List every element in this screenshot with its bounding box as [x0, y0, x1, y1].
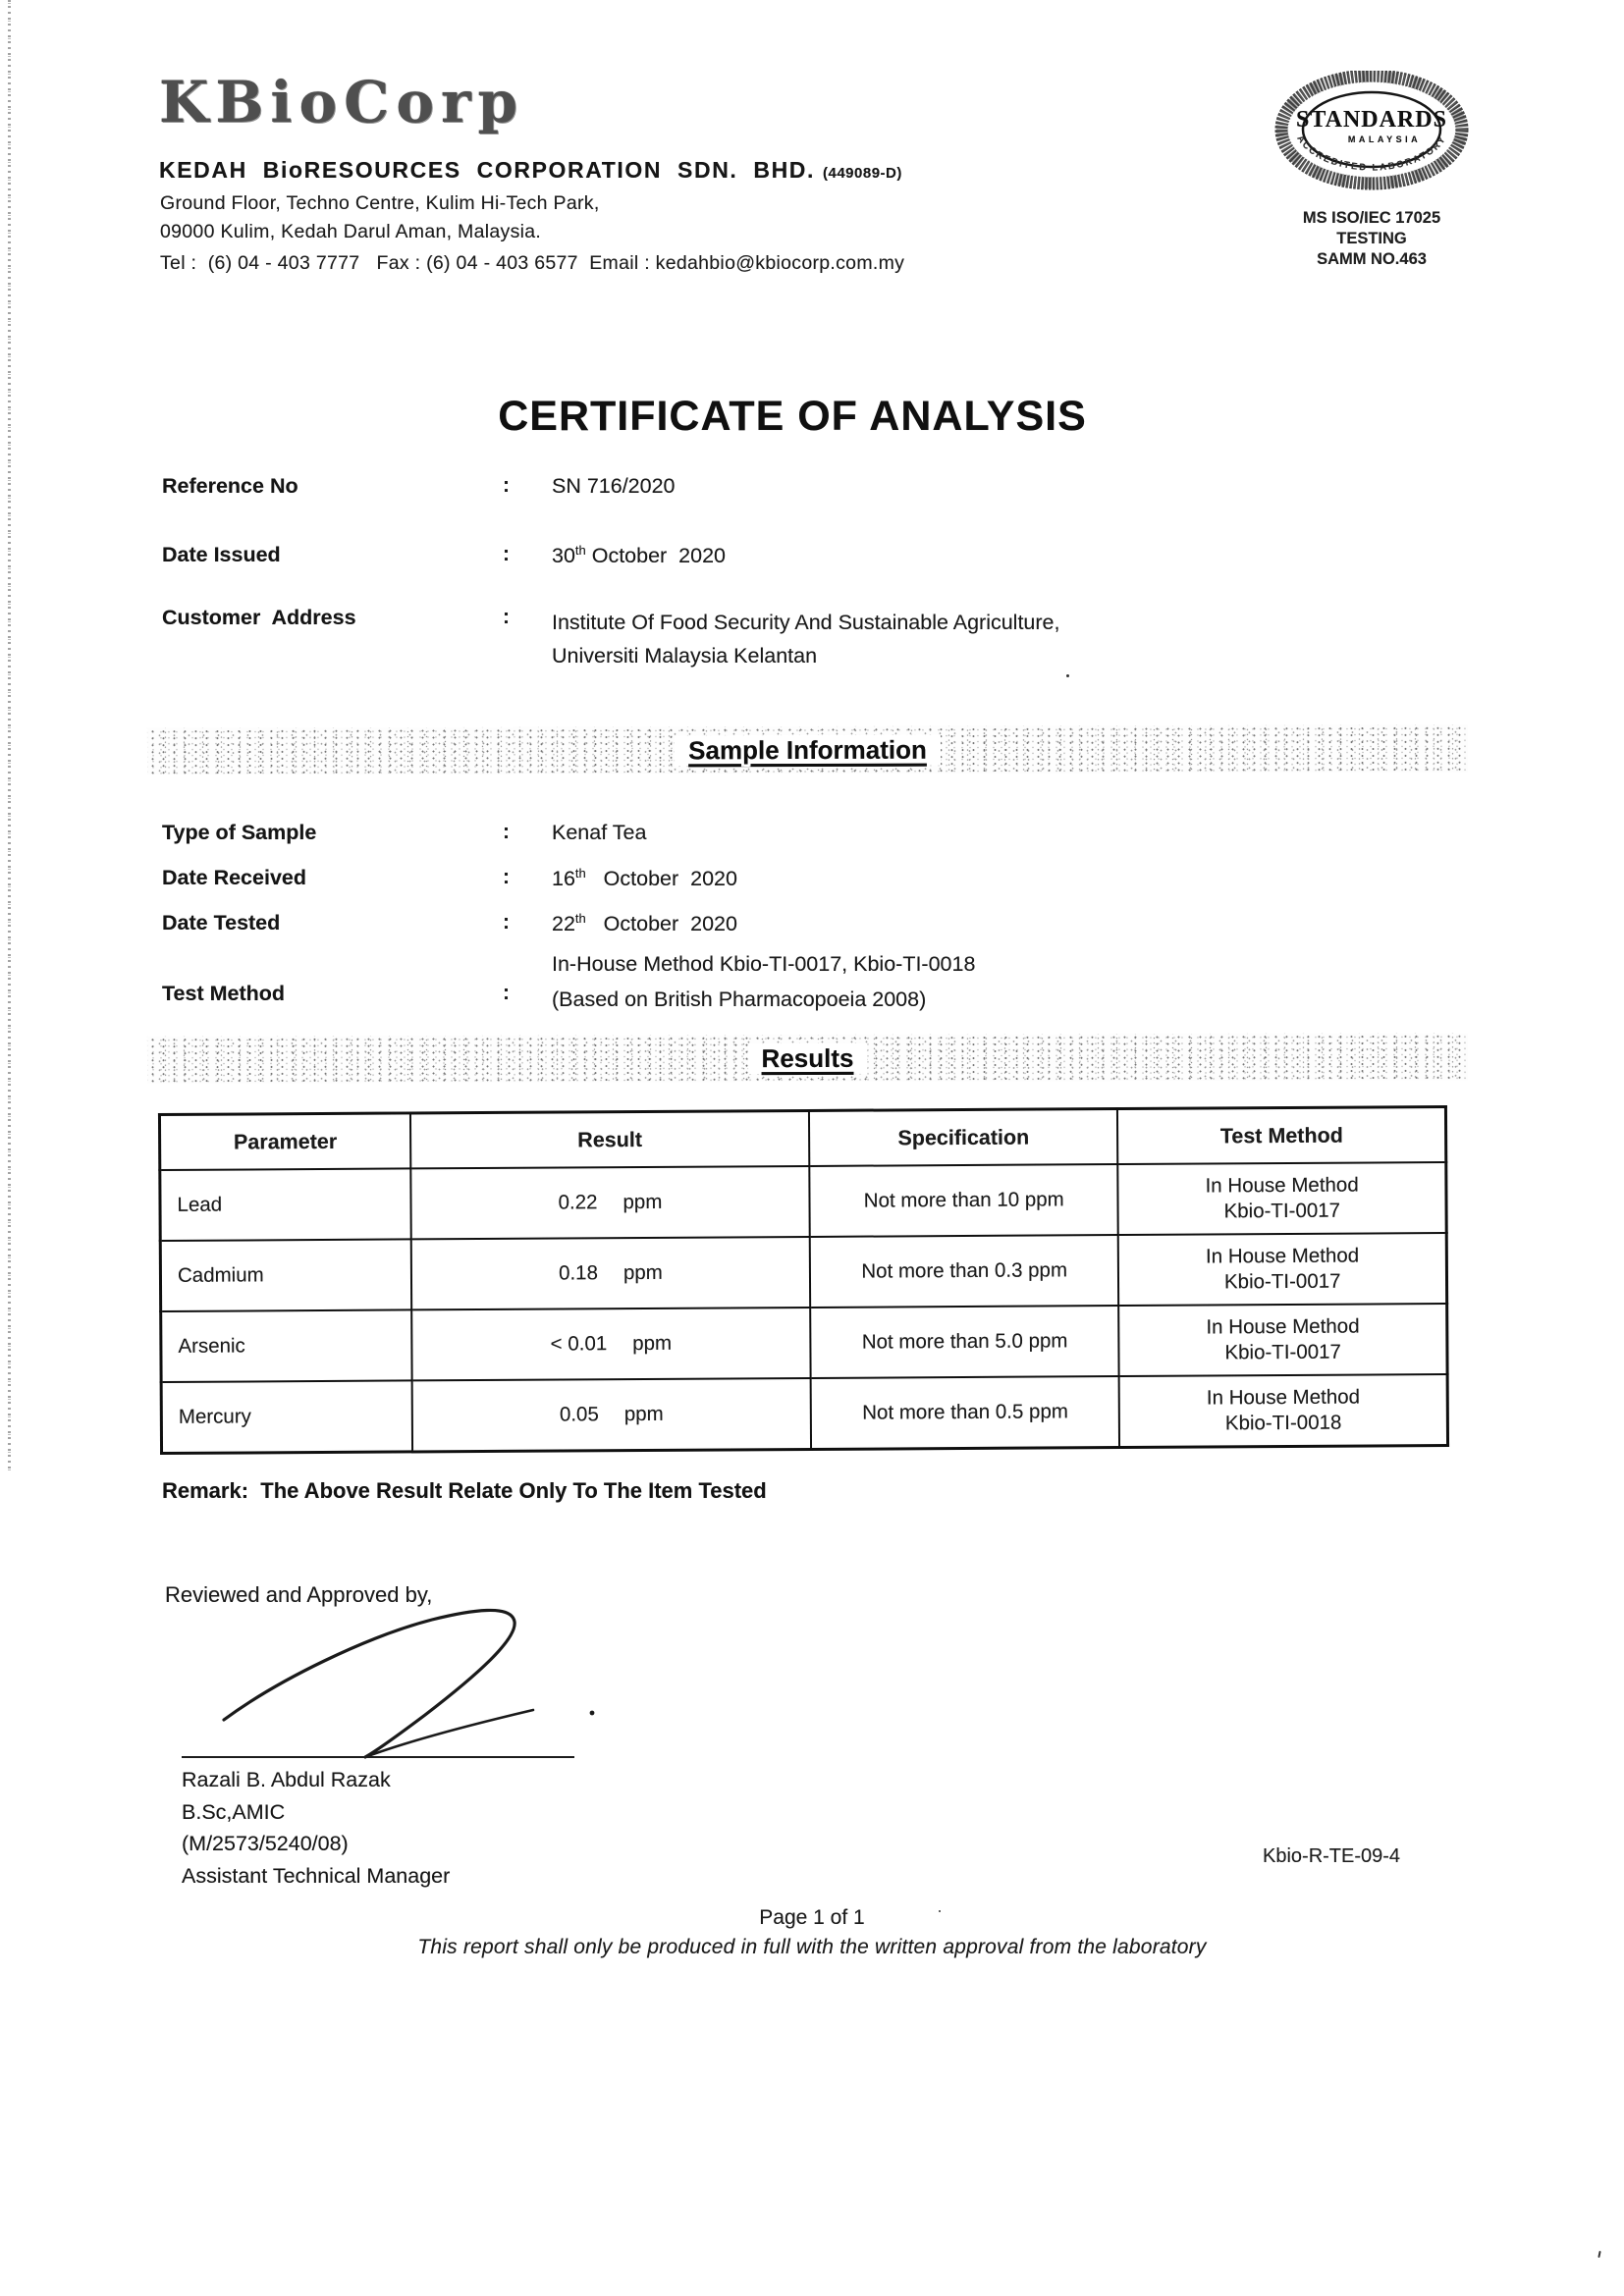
parameter-cell: Mercury: [161, 1380, 412, 1453]
test-method-line1: In-House Method Kbio-TI-0017, Kbio-TI-0018: [552, 952, 976, 976]
column-header-specification: Specification: [809, 1109, 1118, 1166]
seal-malaysia-text: MALAYSIA: [1347, 134, 1422, 144]
signature: [172, 1582, 604, 1769]
scan-edge-artifact: [8, 0, 11, 1472]
method-line1: In House Method: [1205, 1173, 1359, 1198]
customer-address-colon: :: [503, 606, 510, 628]
signatory-name: Razali B. Abdul Razak: [182, 1768, 391, 1791]
test-method-label: Test Method: [162, 982, 286, 1005]
company-name-text: KEDAH BioRESOURCES CORPORATION SDN. BHD.: [159, 157, 823, 183]
signatory-membership: (M/2573/5240/08): [182, 1832, 349, 1855]
specification-cell: Not more than 5.0 ppm: [810, 1306, 1119, 1378]
result-unit: ppm: [623, 1260, 663, 1285]
date-received-colon: :: [503, 866, 510, 888]
results-banner: [147, 1033, 1468, 1084]
customer-address-label: Customer Address: [162, 606, 356, 629]
customer-address-line2: Universiti Malaysia Kelantan: [552, 644, 818, 667]
column-header-test-method: Test Method: [1117, 1107, 1445, 1165]
result-value: < 0.01: [550, 1332, 608, 1356]
date-received-day: 16: [552, 867, 575, 891]
test-method-cell: [1118, 1162, 1447, 1235]
specification-cell: Not more than 0.5 ppm: [811, 1376, 1120, 1449]
date-issued-ordinal: th: [574, 543, 586, 558]
result-value: 0.05: [559, 1403, 599, 1426]
customer-address-line1: Institute Of Food Security And Sustainable Agriculture,: [552, 611, 1060, 634]
date-received-month-year: October 2020: [585, 867, 737, 891]
table-row: [160, 1162, 1446, 1241]
date-issued-month-year: October 2020: [585, 544, 726, 568]
method-line1: In House Method: [1206, 1314, 1360, 1339]
result-unit: ppm: [632, 1331, 673, 1356]
reference-no-label: Reference No: [162, 474, 298, 498]
method-line2: Kbio-TI-0018: [1224, 1411, 1342, 1435]
column-header-parameter: Parameter: [159, 1113, 410, 1170]
result-unit: ppm: [623, 1402, 664, 1426]
results-heading: Results: [747, 1042, 867, 1073]
company-name: [159, 157, 902, 184]
result-value: 0.18: [558, 1261, 599, 1285]
date-issued-value: [552, 543, 726, 568]
seal-caption-iso: MS ISO/IEC 17025: [1302, 209, 1441, 227]
date-tested-colon: :: [503, 911, 510, 934]
date-issued-day: 30: [552, 544, 575, 568]
result-cell: [411, 1308, 811, 1380]
report-disclaimer: This report shall only be produced in full with the written approval from the laboratory: [417, 1936, 1207, 1958]
parameter-cell: Arsenic: [161, 1309, 412, 1382]
sample-information-banner: [147, 724, 1468, 775]
seal-standards-text: STANDARDS: [1296, 107, 1447, 133]
specification-cell: Not more than 10 ppm: [809, 1164, 1118, 1237]
results-table: [158, 1105, 1449, 1455]
signatory-position: Assistant Technical Manager: [182, 1863, 451, 1888]
method-line2: Kbio-TI-0017: [1223, 1199, 1341, 1223]
type-of-sample-colon: :: [503, 821, 510, 843]
customer-address-value: [552, 606, 1059, 672]
date-tested-day: 22: [552, 912, 575, 936]
specification-cell: Not more than 0.3 ppm: [810, 1235, 1119, 1308]
test-method-value: [552, 946, 975, 1017]
result-cell: [410, 1166, 810, 1239]
date-tested-month-year: October 2020: [585, 912, 737, 936]
standards-malaysia-seal-icon: [1273, 71, 1470, 193]
method-line1: In House Method: [1206, 1385, 1361, 1410]
seal-caption-samm: SAMM NO.463: [1317, 250, 1427, 268]
result-cell: [412, 1378, 812, 1452]
company-contact-line: Tel : (6) 04 - 403 7777 Fax : (6) 04 - 403 6577 Email : kedahbio@kbiocorp.com.my: [160, 252, 905, 274]
results-table-header-row: [159, 1107, 1445, 1171]
company-address-line2: 09000 Kulim, Kedah Darul Aman, Malaysia.: [160, 221, 542, 242]
scan-speck: [1597, 2251, 1600, 2258]
accreditation-seal: [1273, 71, 1470, 270]
document-code: Kbio-R-TE-09-4: [1263, 1845, 1401, 1867]
page-number: Page 1 of 1: [759, 1906, 865, 1929]
table-row: [161, 1374, 1447, 1454]
test-method-cell: [1119, 1374, 1448, 1448]
date-tested-label: Date Tested: [162, 911, 281, 934]
date-received-label: Date Received: [162, 866, 306, 889]
test-method-cell: [1119, 1304, 1448, 1376]
date-received-ordinal: th: [574, 866, 586, 881]
date-received-value: [552, 866, 737, 891]
date-issued-colon: :: [503, 543, 510, 565]
signatory-details: [182, 1764, 450, 1892]
method-line2: Kbio-TI-0017: [1223, 1269, 1341, 1294]
company-address-line1: Ground Floor, Techno Centre, Kulim Hi-Tech Park,: [160, 192, 600, 214]
table-row: [161, 1304, 1447, 1382]
type-of-sample-label: Type of Sample: [162, 821, 317, 844]
scan-speck: [1066, 674, 1069, 677]
company-registration-number: (449089-D): [823, 165, 902, 182]
result-unit: ppm: [623, 1190, 663, 1214]
test-method-line2: (Based on British Pharmacopoeia 2008): [552, 988, 927, 1011]
seal-arc-text: ACCREDITED LABORATORY: [1294, 133, 1449, 174]
sample-information-heading: Sample Information: [675, 734, 941, 766]
signature-line: [182, 1756, 574, 1758]
reference-no-colon: :: [503, 474, 510, 497]
seal-caption-testing: TESTING: [1336, 230, 1407, 247]
method-line1: In House Method: [1205, 1244, 1360, 1268]
result-value: 0.22: [558, 1191, 598, 1214]
company-logo: KBioCorp: [159, 69, 525, 135]
signatory-qualification: B.Sc,AMIC: [182, 1799, 286, 1824]
result-cell: [411, 1237, 811, 1309]
date-tested-value: [552, 911, 737, 936]
document-title: CERTIFICATE OF ANALYSIS: [498, 393, 1087, 440]
remark-line: Remark: The Above Result Relate Only To The Item Tested: [162, 1478, 767, 1503]
method-line2: Kbio-TI-0017: [1224, 1340, 1341, 1364]
type-of-sample-value: Kenaf Tea: [552, 821, 647, 844]
table-row: [160, 1233, 1446, 1311]
reference-no-value: SN 716/2020: [552, 474, 676, 498]
parameter-cell: Cadmium: [160, 1239, 411, 1311]
date-tested-ordinal: th: [574, 911, 586, 926]
column-header-result: Result: [410, 1110, 809, 1168]
test-method-colon: :: [503, 982, 510, 1004]
reviewed-approved-by-label: Reviewed and Approved by,: [165, 1582, 433, 1607]
test-method-cell: [1118, 1233, 1447, 1306]
date-issued-label: Date Issued: [162, 543, 281, 566]
parameter-cell: Lead: [160, 1168, 411, 1241]
